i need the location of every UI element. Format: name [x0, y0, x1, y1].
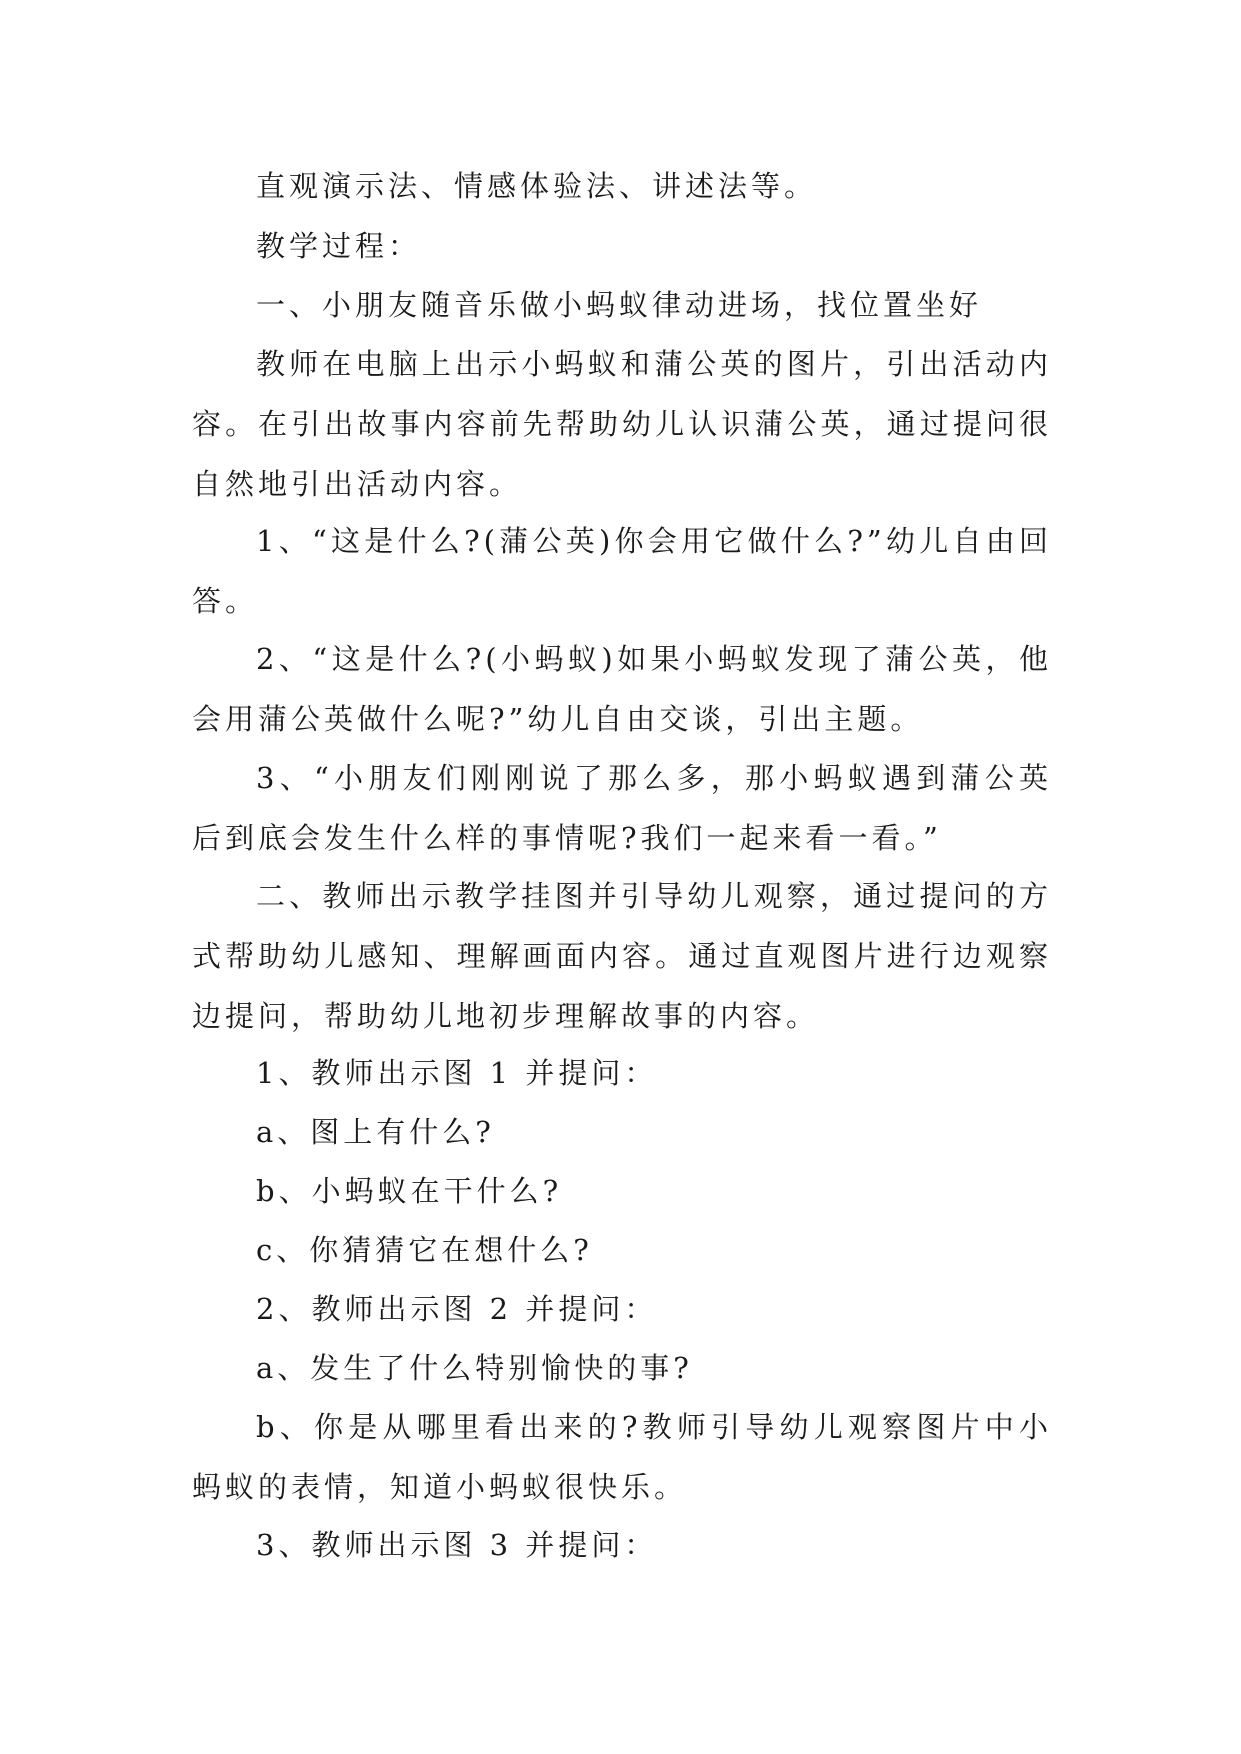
paragraph-teaching-process-heading: 教学过程：	[256, 229, 422, 263]
paragraph-figure-1-a: a、图上有什么?	[256, 1115, 495, 1149]
paragraph-figure-1-c: c、你猜猜它在想什么?	[256, 1233, 593, 1267]
paragraph-question-3: 3、“小朋友们刚刚说了那么多，那小蚂蚁遇到蒲公英后到底会发生什么样的事情呢?我们一起来看一看。”	[192, 761, 1052, 855]
paragraph-figure-2-a: a、发生了什么特别愉快的事?	[256, 1351, 693, 1385]
paragraph-figure-1: 1、教师出示图 1 并提问：	[256, 1056, 658, 1090]
paragraph-figure-2-b: b、你是从哪里看出来的?教师引导幼儿观察图片中小蚂蚁的表情，知道小蚂蚁很快乐。	[192, 1410, 1052, 1504]
paragraph-section-one: 一、小朋友随音乐做小蚂蚁律动进场，找位置坐好	[256, 288, 983, 322]
paragraph-figure-3: 3、教师出示图 3 并提问：	[256, 1528, 658, 1562]
paragraph-figure-1-b: b、小蚂蚁在干什么?	[256, 1174, 563, 1208]
paragraph-figure-2: 2、教师出示图 2 并提问：	[256, 1292, 658, 1326]
paragraph-section-two: 二、教师出示教学挂图并引导幼儿观察，通过提问的方式帮助幼儿感知、理解画面内容。通过直观图片进行边观察边提问，帮助幼儿地初步理解故事的内容。	[192, 879, 1052, 1033]
paragraph-teacher-shows-pictures: 教师在电脑上出示小蚂蚁和蒲公英的图片，引出活动内容。在引出故事内容前先帮助幼儿认识蒲公英，通过提问很自然地引出活动内容。	[192, 347, 1052, 501]
paragraph-teaching-methods: 直观演示法、情感体验法、讲述法等。	[256, 169, 818, 203]
paragraph-question-1: 1、“这是什么?(蒲公英)你会用它做什么?”幼儿自由回答。	[192, 524, 1052, 618]
paragraph-question-2: 2、“这是什么?(小蚂蚁)如果小蚂蚁发现了蒲公英，他会用蒲公英做什么呢?”幼儿自由交谈，引出主题。	[192, 642, 1052, 736]
